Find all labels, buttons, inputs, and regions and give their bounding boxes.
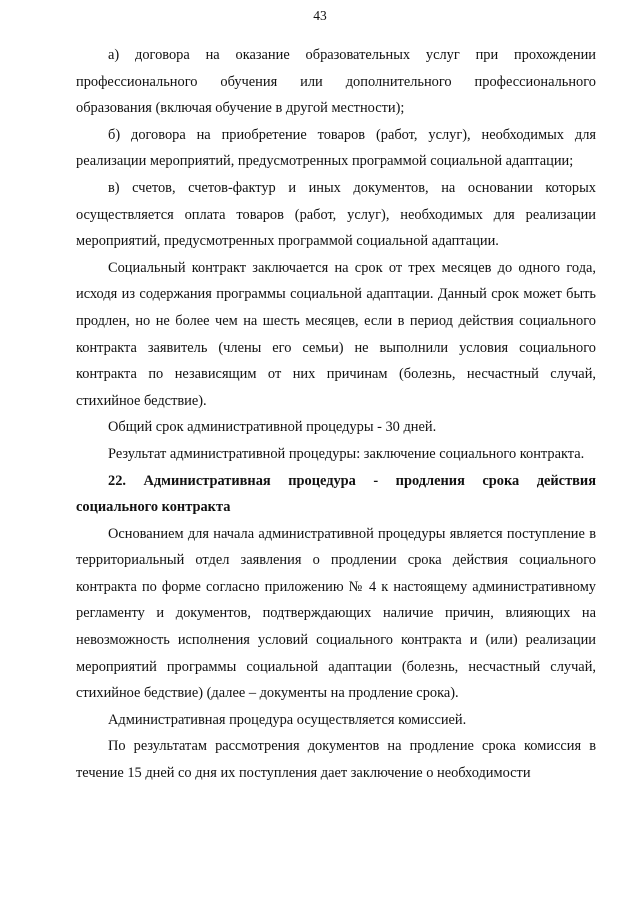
paragraph-commission: Административная процедура осуществляется комиссией. (108, 711, 467, 728)
document-body (76, 42, 596, 787)
paragraph-item-b: б) договора на приобретение товаров (работ, услуг), необходимых для реализации мероприятий, предусмотренных программой социальной адаптации; (76, 126, 596, 170)
paragraph-contract-term: Социальный контракт заключается на срок от трех месяцев до одного года, исходя из содержания программы социальной адаптации. Данный срок может быть продлен, но не более чем на шесть месяцев, если в период действия социального контракта заявитель (члены его семьи) не выполнили условия социального контракта по независящим от них причинам (болезнь, несчастный случай, стихийное бедствие). (76, 259, 596, 409)
page-number: 43 (313, 8, 327, 23)
paragraph-review-results: По результатам рассмотрения документов на продление срока комиссия в течение 15 дней со дня их поступления дает заключение о необходимости (76, 738, 596, 782)
section-heading-22: 22. Административная процедура - продления срока действия социального контракта (76, 472, 596, 516)
paragraph-procedure-result: Результат административной процедуры: заключение социального контракта. (108, 445, 585, 462)
paragraph-item-c: в) счетов, счетов-фактур и иных документов, на основании которых осуществляется оплата товаров (работ, услуг), необходимых для реализации мероприятий, предусмотренных программой социальной адаптации. (76, 179, 596, 250)
paragraph-item-a: а) договора на оказание образовательных услуг при прохождении профессионального обучения или дополнительного профессионального образования (включая обучение в другой местности); (76, 47, 596, 117)
paragraph-procedure-duration: Общий срок административной процедуры - 30 дней. (108, 419, 437, 436)
paragraph-extension-basis: Основанием для начала административной процедуры является поступление в территориальный отдел заявления о продлении срока действия социального контракта по форме согласно приложению № 4 к настоящему административному регламенту и документов, подтверждающих наличие причин, влияющих на невозможность исполнения условий социального контракта и (или) реализации мероприятий программы социальной адаптации (болезнь, несчастный случай, стихийное бедствие) (далее – документы на продление срока). (76, 525, 596, 702)
